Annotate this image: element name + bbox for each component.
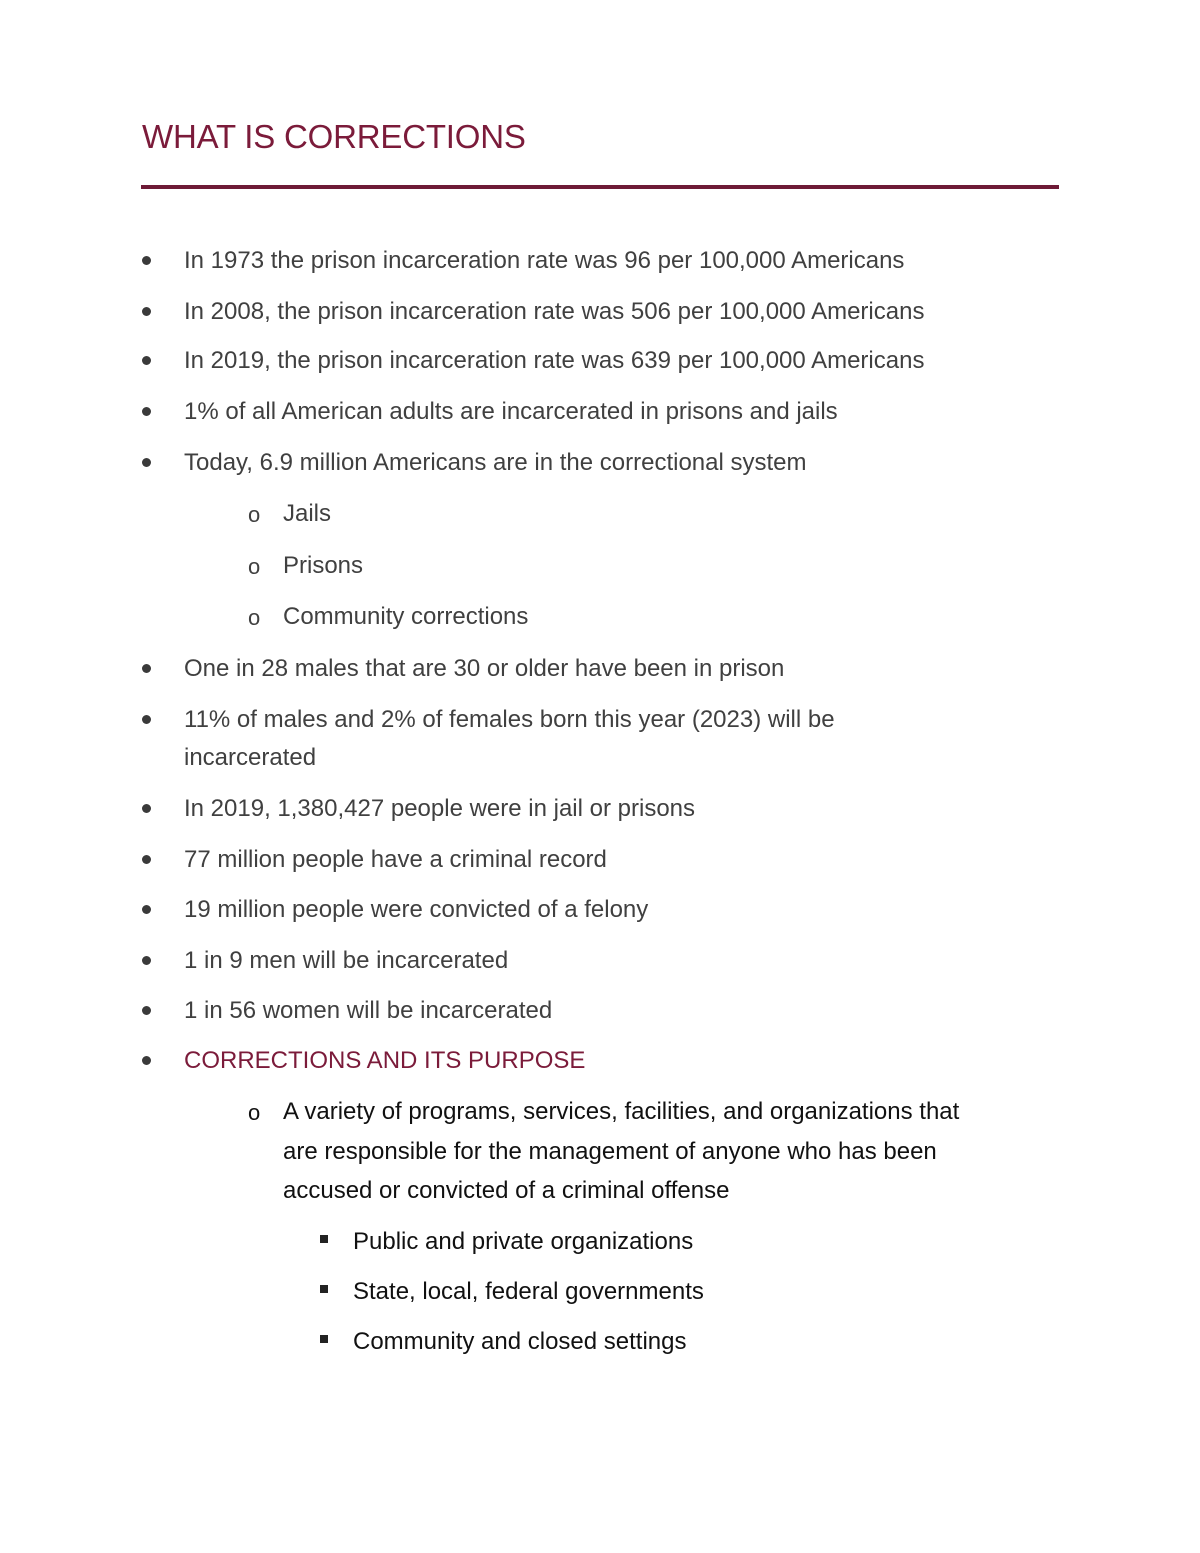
square-bullet-icon xyxy=(320,1285,328,1293)
bullet-dot-icon xyxy=(142,1056,151,1065)
list-item: In 1973 the prison incarceration rate was 96 per 100,000 Americans xyxy=(184,247,905,274)
bullet-dot-icon xyxy=(142,804,151,813)
square-bullet-icon xyxy=(320,1235,328,1243)
bullet-dot-icon xyxy=(142,855,151,864)
bullet-dot-icon xyxy=(142,905,151,914)
sub-bullet-circle-icon: o xyxy=(248,554,261,579)
square-bullet-icon xyxy=(320,1335,328,1343)
bullet-dot-icon xyxy=(142,256,151,265)
bullet-dot-icon xyxy=(142,1006,151,1015)
list-item: 1 in 9 men will be incarcerated xyxy=(184,947,509,974)
list-item: Today, 6.9 million Americans are in the correctional system xyxy=(184,449,807,476)
sub-sub-list-item: State, local, federal governments xyxy=(353,1278,704,1305)
bullet-dot-icon xyxy=(142,458,151,467)
list-item: One in 28 males that are 30 or older have been in prison xyxy=(184,655,785,682)
bullet-dot-icon xyxy=(142,715,151,724)
sub-bullet-circle-icon: o xyxy=(248,502,261,527)
list-item: 77 million people have a criminal record xyxy=(184,846,607,873)
bullet-dot-icon xyxy=(142,664,151,673)
section-heading: CORRECTIONS AND ITS PURPOSE xyxy=(184,1047,586,1074)
list-item: In 2008, the prison incarceration rate was 506 per 100,000 Americans xyxy=(184,298,925,325)
sub-bullet-circle-icon: o xyxy=(248,605,261,630)
page-title: WHAT IS CORRECTIONS xyxy=(142,118,526,155)
sub-sub-list-item: Public and private organizations xyxy=(353,1228,694,1255)
list-item: In 2019, the prison incarceration rate was 639 per 100,000 Americans xyxy=(184,347,925,374)
definition-line: are responsible for the management of anyone who has been xyxy=(283,1138,937,1165)
list-item: In 2019, 1,380,427 people were in jail or prisons xyxy=(184,795,696,822)
definition-line: A variety of programs, services, facilities, and organizations that xyxy=(283,1098,960,1125)
sub-bullet-circle-icon: o xyxy=(248,1100,261,1125)
list-item: 19 million people were convicted of a felony xyxy=(184,896,649,923)
bullet-dot-icon xyxy=(142,407,151,416)
sub-list-item: Jails xyxy=(283,500,332,527)
sub-sub-list-item: Community and closed settings xyxy=(353,1328,687,1355)
title-divider xyxy=(141,185,1059,189)
sub-list-item: Community corrections xyxy=(283,603,529,630)
bullet-dot-icon xyxy=(142,307,151,316)
list-item: 1 in 56 women will be incarcerated xyxy=(184,997,553,1024)
list-item: 11% of males and 2% of females born this year (2023) will be xyxy=(184,706,835,733)
list-item: 1% of all American adults are incarcerated in prisons and jails xyxy=(184,398,838,425)
list-item-continuation: incarcerated xyxy=(184,744,317,771)
bullet-dot-icon xyxy=(142,356,151,365)
sub-list-item: Prisons xyxy=(283,552,364,579)
bullet-dot-icon xyxy=(142,956,151,965)
definition-line: accused or convicted of a criminal offense xyxy=(283,1177,730,1204)
